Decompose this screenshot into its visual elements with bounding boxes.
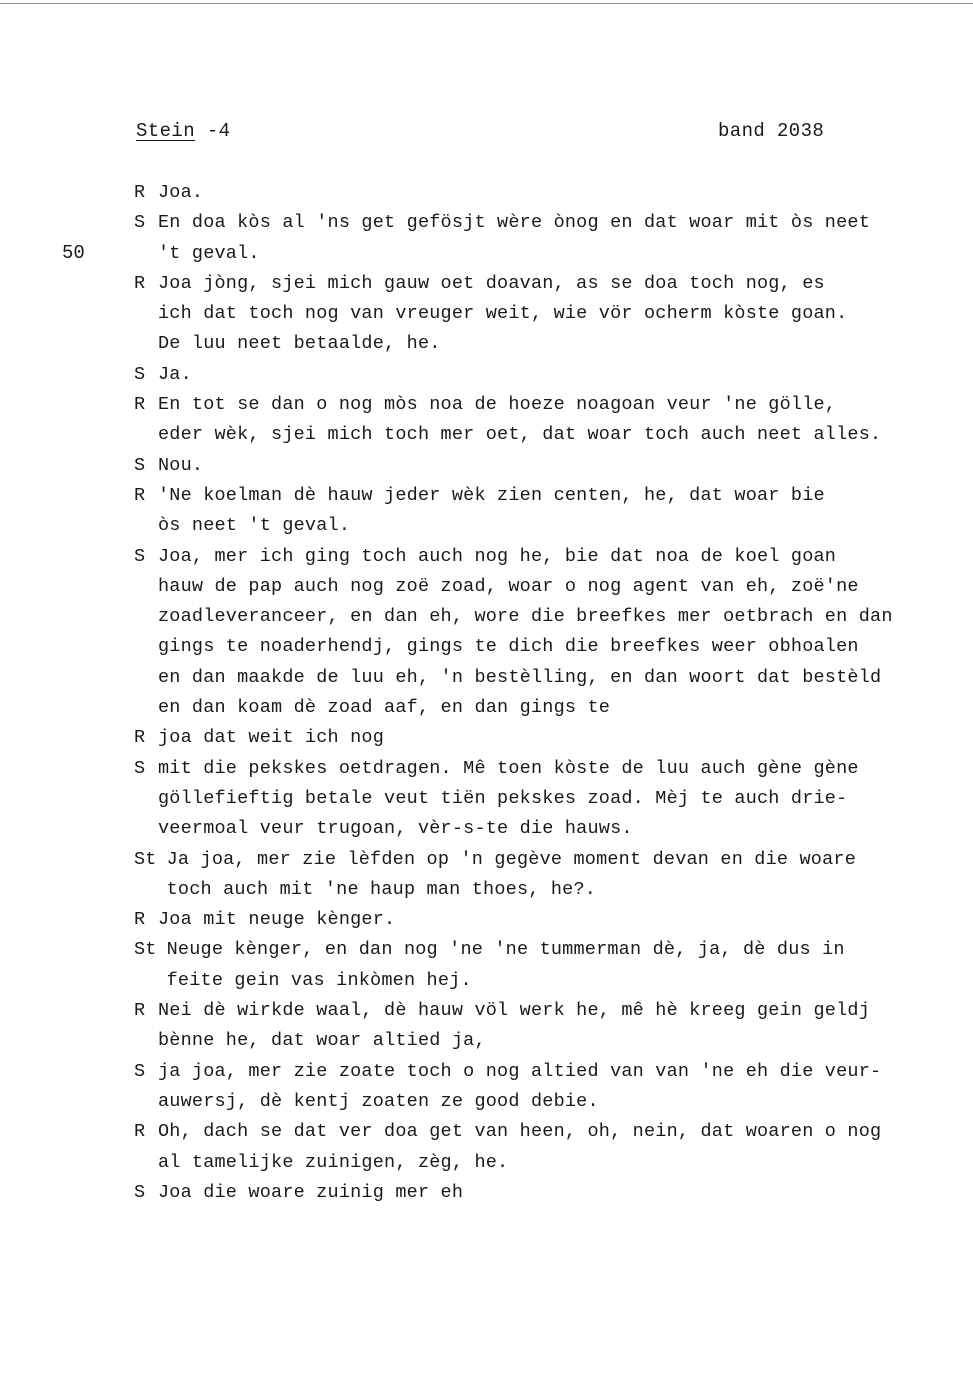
turn-text [158, 905, 964, 935]
header-tape-number: band 2038 [718, 120, 825, 142]
transcript-line: Joa. [158, 182, 204, 203]
speaker-label: R [134, 909, 146, 931]
turn-text [158, 451, 964, 481]
transcript-line: toch auch mit 'ne haup man thoes, he?. [166, 878, 597, 900]
transcript-line: En doa kòs al 'ns get gefösjt wère ònog en dat woar mit òs neet [158, 212, 871, 234]
transcript-turn [134, 1057, 964, 1118]
speaker-label: R [134, 182, 146, 203]
speaker-label: S [134, 1060, 146, 1082]
turn-text [158, 754, 964, 845]
transcript-line: Joa die woare zuinig mer eh [158, 1181, 464, 1203]
turn-text [158, 542, 964, 724]
transcript-line: òs neet 't geval. [158, 515, 351, 537]
transcript-line: feite gein vas inkòmen hej. [166, 969, 472, 991]
transcript-line: hauw de pap auch nog zoë zoad, woar o nog agent van eh, zoë'ne [158, 575, 859, 597]
speaker-label: S [134, 212, 146, 234]
transcript-line: Nou. [158, 454, 204, 476]
speaker-label: R [134, 394, 146, 416]
transcript-line: Ja joa, mer zie lèfden op 'n gegève moment devan en die woare [166, 848, 857, 870]
page-header-left [136, 120, 230, 142]
transcript-line: eder wèk, sjei mich toch mer oet, dat woar toch auch neet alles. [158, 424, 882, 446]
transcript-turn [134, 481, 964, 542]
turn-text [167, 935, 964, 996]
transcript-turn [134, 542, 964, 724]
transcript-turn [134, 208, 964, 269]
transcript-turn [134, 723, 964, 753]
transcript-turn [134, 845, 964, 906]
transcript-line: mit die pekskes oetdragen. Mê toen kòste de luu auch gène gène [158, 757, 859, 779]
margin-line-number: 50 [62, 242, 85, 264]
transcript-line: Oh, dach se dat ver doa get van heen, oh, nein, dat woaren o nog [158, 1121, 882, 1143]
turn-text [158, 390, 964, 451]
speaker-label: S [134, 454, 146, 476]
transcript-line: joa dat weit ich nog [158, 727, 385, 749]
speaker-label: R [134, 272, 146, 294]
turn-text [167, 845, 964, 906]
transcript-line: zoadleveranceer, en dan eh, wore die breefkes mer oetbrach en dan [158, 606, 893, 628]
turn-text [158, 269, 964, 360]
transcript-turn [134, 451, 964, 481]
transcript-line: En tot se dan o nog mòs noa de hoeze noagoan veur 'ne gölle, [158, 394, 837, 416]
transcript-turn [134, 905, 964, 935]
turn-text [158, 1178, 964, 1208]
speaker-label: R [134, 727, 146, 749]
transcript-line: en dan maakde de luu eh, 'n bestèlling, en dan woort dat bestèld [158, 666, 882, 688]
transcript-line: Nei dè wirkde waal, dè hauw völ werk he, mê hè kreeg gein geldj [158, 1000, 871, 1022]
transcript-line: al tamelijke zuinigen, zèg, he. [158, 1151, 509, 1173]
transcript-turn [134, 178, 964, 208]
transcript-line: ja joa, mer zie zoate toch o nog altied van van 'ne eh die veur- [158, 1060, 882, 1082]
top-rule [0, 3, 973, 4]
transcript-line: Joa mit neuge kènger. [158, 909, 396, 931]
transcript-turn [134, 269, 964, 360]
header-page-number: -4 [195, 120, 231, 142]
turn-text [158, 996, 964, 1057]
transcript-line: veermoal veur trugoan, vèr-s-te die hauws. [158, 818, 633, 840]
transcript-line: auwersj, dè kentj zoaten ze good debie. [158, 1090, 599, 1112]
transcript-turn [134, 935, 964, 996]
turn-text [158, 723, 964, 753]
transcript-line: Joa, mer ich ging toch auch nog he, bie dat noa de koel goan [158, 545, 837, 567]
turn-text [158, 178, 964, 208]
transcript-turn [134, 390, 964, 451]
transcript-line: De luu neet betaalde, he. [158, 333, 441, 355]
transcript-line: Joa jòng, sjei mich gauw oet doavan, as se doa toch nog, es [158, 272, 825, 294]
turn-text [158, 1057, 964, 1118]
transcript-line: ich dat toch nog van vreuger weit, wie vör ocherm kòste goan. [158, 303, 848, 325]
transcript-line: Ja. [158, 363, 192, 385]
turn-text [158, 208, 964, 269]
speaker-label: S [134, 363, 146, 385]
speaker-label: R [134, 484, 146, 506]
transcript-turn [134, 1117, 964, 1178]
transcript-line: 'Ne koelman dè hauw jeder wèk zien centen, he, dat woar bie [158, 484, 825, 506]
speaker-label: S [134, 1181, 146, 1203]
turn-text [158, 481, 964, 542]
transcript-turn [134, 360, 964, 390]
transcript-turn [134, 754, 964, 845]
speaker-label: St [134, 848, 157, 870]
speaker-label: S [134, 757, 146, 779]
turn-text [158, 360, 964, 390]
transcript-turn [134, 996, 964, 1057]
transcript [134, 178, 964, 1208]
speaker-label: St [134, 939, 157, 961]
transcript-line: bènne he, dat woar altied ja, [158, 1030, 486, 1052]
transcript-line: en dan koam dè zoad aaf, en dan gings te [158, 697, 611, 719]
speaker-label: R [134, 1121, 146, 1143]
transcript-line: 't geval. [158, 242, 260, 264]
speaker-label: R [134, 1000, 146, 1022]
header-title: Stein [136, 120, 196, 142]
transcript-line: Neuge kènger, en dan nog 'ne 'ne tummerman dè, ja, dè dus in [166, 939, 845, 961]
transcript-line: göllefieftig betale veut tiën pekskes zoad. Mèj te auch drie- [158, 787, 848, 809]
transcript-turn [134, 1178, 964, 1208]
speaker-label: S [134, 545, 146, 567]
transcript-line: gings te noaderhendj, gings te dich die breefkes weer obhoalen [158, 636, 859, 658]
turn-text [158, 1117, 964, 1178]
